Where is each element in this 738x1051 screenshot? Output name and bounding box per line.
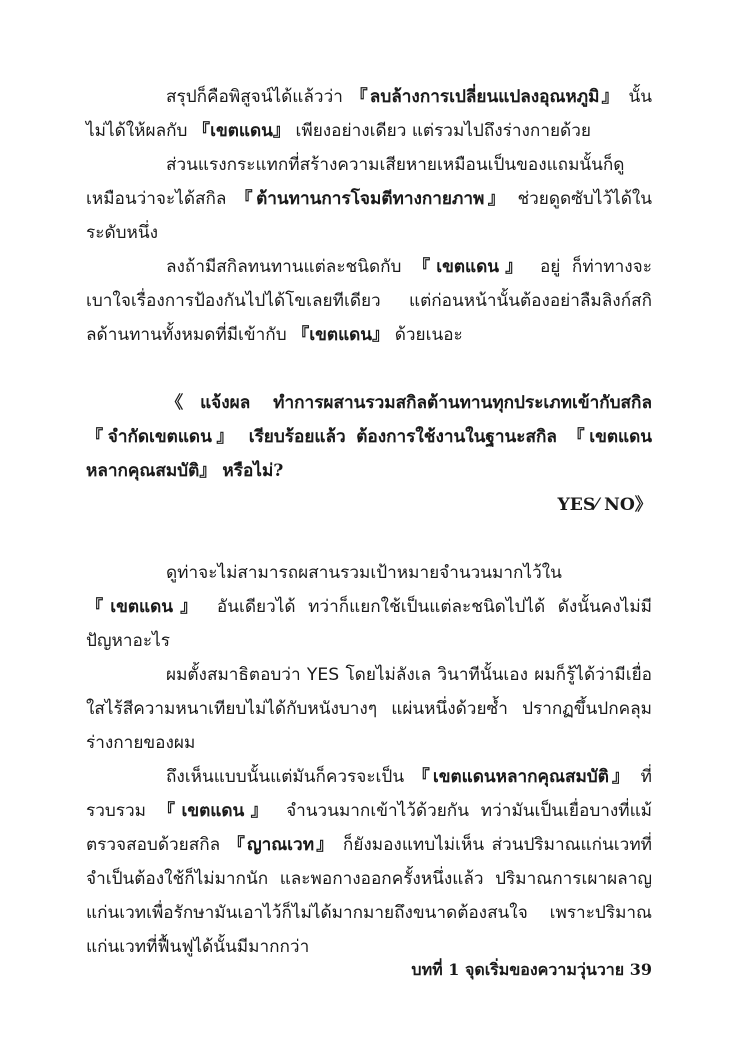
text-run: อยู่ ก็ท่าทางจะเบาใจเรื่องการป้องกันไปได้โขเลยทีเดียว แต่ก่อนหน้านั้นต้องอย่าลืมลิงก์สกิลด้านทานทั้งหมดที่มีเข้ากับ bbox=[86, 257, 652, 345]
skill-name: 『เขตแดน』 bbox=[86, 597, 205, 617]
skill-name: 『เขตแดน』 bbox=[292, 325, 390, 345]
paragraph-5 bbox=[86, 658, 652, 760]
text-run: ด้วยเนอะ bbox=[389, 325, 463, 345]
text-run: ส่วนแรงกระแทกที่สร้างความเสียหายเหมือนเป็นของแถมนั้นก็ดูเหมือนว่าจะได้สกิล bbox=[86, 155, 625, 209]
skill-name: 『เขตแดน』 bbox=[413, 257, 529, 277]
text-run: ที่รวบรวม bbox=[86, 767, 652, 821]
skill-name: 『เขตแดน』 bbox=[157, 801, 275, 821]
skill-name: 『ญาณเวท』 bbox=[227, 835, 336, 855]
text-run: ลงถ้ามีสกิลทนทานแต่ละชนิดกับ bbox=[166, 257, 413, 277]
text-run: อันเดียวได้ ทว่าก็แยกใช้เป็นแต่ละชนิดไปได้ ดังนั้นคงไม่มีปัญหาอะไร bbox=[86, 597, 652, 651]
section-spacer bbox=[86, 522, 652, 556]
paragraph-1 bbox=[86, 80, 652, 148]
page-footer: บทที่ 1 จุดเริ่มของความวุ่นวาย 39 bbox=[411, 960, 652, 979]
text-run: เพียงอย่างเดียว แต่รวมไปถึงร่างกายด้วย bbox=[290, 121, 591, 141]
skill-name: 『ต้านทานการโจมตีทางกายภาพ』 bbox=[235, 189, 509, 209]
text-run: ผมตั้งสมาธิตอบว่า YES โดยไม่ลังเล วินาทีนั้นเอง ผมก็รู้ได้ว่ามีเยื่อใสไร้สีความหนาเทียบไม่ได้กับหนังบางๆ แผ่นหนึ่งด้วยซ้ำ ปรากฏขึ้นปกคลุมร่างกายของผม bbox=[86, 665, 652, 753]
skill-name: 『เขตแดน』 bbox=[192, 121, 291, 141]
text-run: ดูท่าจะไม่สามารถผสานรวมเป้าหมายจำนวนมากไว้ใน bbox=[166, 563, 562, 583]
text-run: จำนวนมากเข้าไว้ด้วยกัน ทว่ามันเป็นเยื่อบางที่แม้ตรวจสอบด้วยสกิล bbox=[86, 801, 653, 855]
text-run: สรุปก็คือพิสูจน์ได้แล้วว่า bbox=[166, 87, 351, 107]
paragraph-2 bbox=[86, 148, 652, 250]
text-run: ก็ยังมองแทบไม่เห็น ส่วนปริมาณแก่นเวทที่จำเป็นต้องใช้ก็ไม่มากนัก และพอกางออกครั้งหนึ่งแล้ว ปริมาณการเผาผลาญแก่นเวทเพื่อรักษามันเอาไว้ก็ไม่ได้มากมายถึงขนาดต้องสนใจ เพราะปริมาณแก่นเวทที่ฟื้นฟูได้นั้นมีมากกว่า bbox=[86, 835, 652, 957]
skill-name: 『เขตแดนหลากคุณสมบัติ』 bbox=[412, 767, 633, 787]
skill-name: 『ลบล้างการเปลี่ยนแปลงอุณหภูมิ』 bbox=[350, 87, 621, 107]
system-notice: 《แจ้งผล ทำการผสานรวมสกิลต้านทานทุกประเภทเข้ากับสกิล 『จำกัดเขตแดน』 เรียบร้อยแล้ว ต้องการใช้งานในฐานะสกิล 『เขตแดนหลากคุณสมบัติ』 หรือไม่? bbox=[86, 393, 652, 481]
page-body bbox=[86, 80, 652, 964]
paragraph-4 bbox=[86, 556, 652, 658]
text-run: ถึงเห็นแบบนั้นแต่มันก็ควรจะเป็น bbox=[166, 767, 413, 787]
text-run: นั้นไม่ได้ให้ผลกับ bbox=[86, 87, 652, 141]
paragraph-6 bbox=[86, 760, 652, 964]
system-notice-options: YES⁄ NO》 bbox=[557, 495, 652, 515]
text-run: ช่วยดูดซับไว้ได้ในระดับหนึ่ง bbox=[86, 189, 652, 243]
paragraph-3 bbox=[86, 250, 652, 352]
